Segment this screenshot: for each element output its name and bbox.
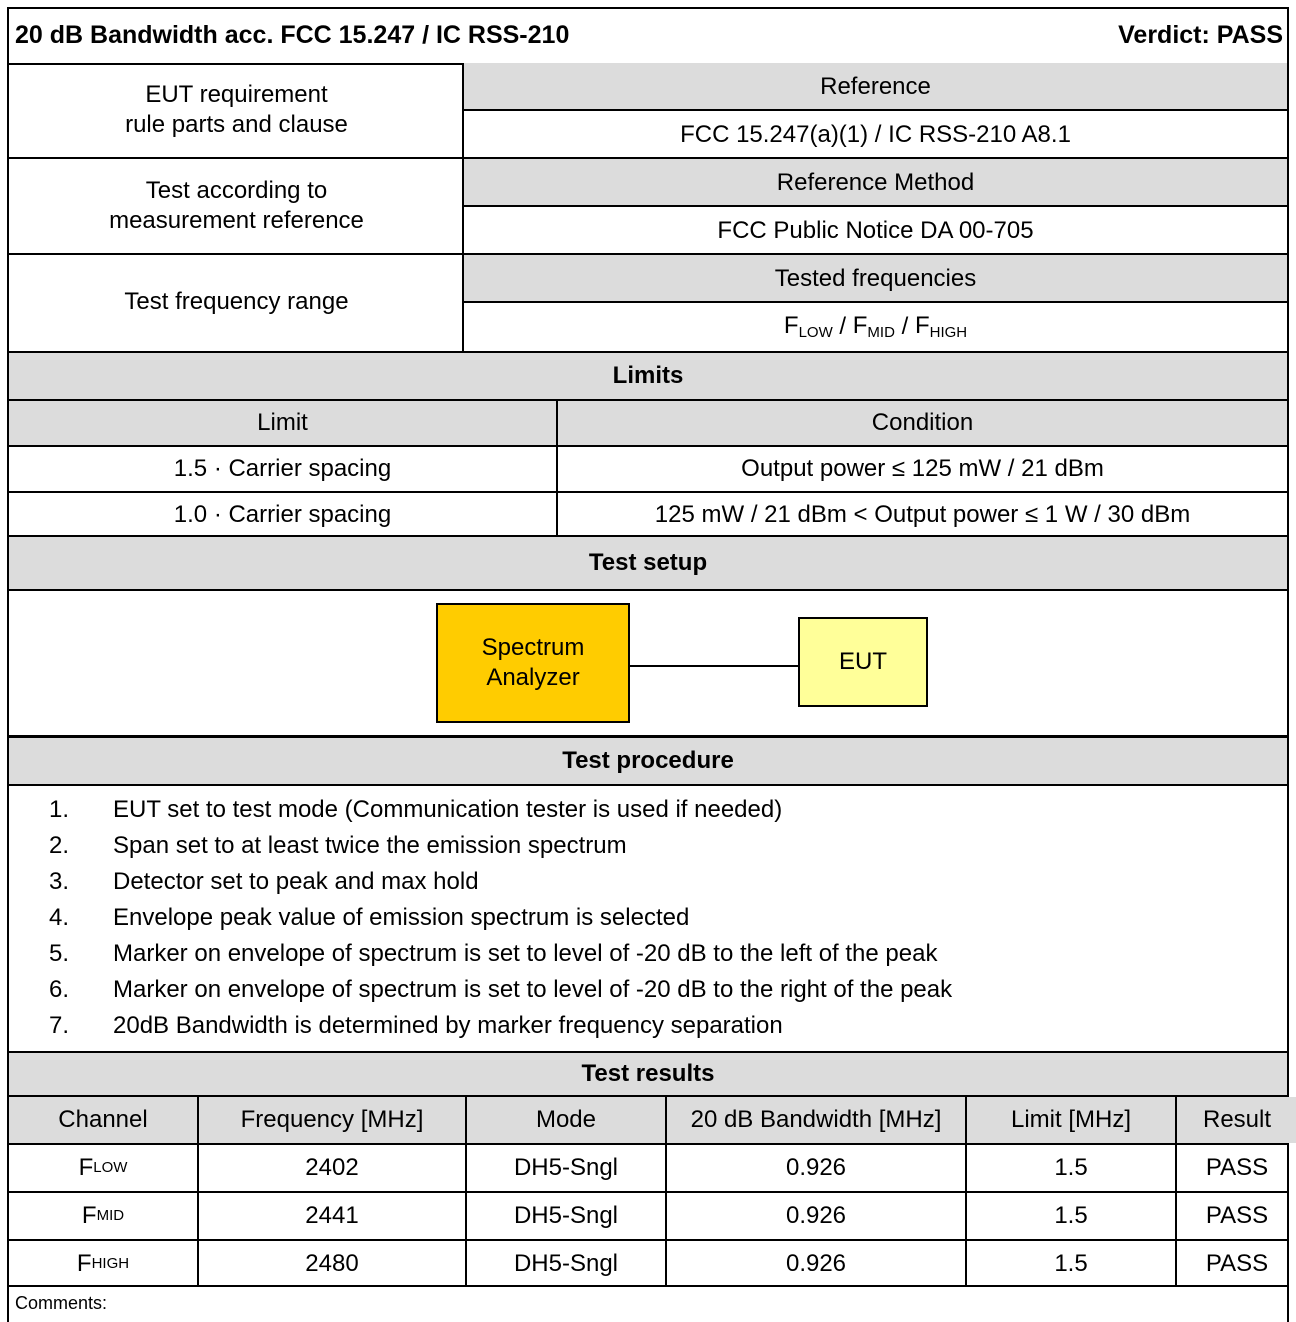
mode-cell: DH5-Sngl: [513, 1250, 619, 1277]
frequency-label: Test frequency range: [124, 288, 349, 315]
procedure-step: 5. Marker on envelope of spectrum is set to level of -20 dB to the left of the peak: [49, 940, 938, 967]
frequency-cell: 2402: [305, 1154, 359, 1181]
limits-title: Limits: [9, 353, 1287, 399]
connection-line: [630, 665, 798, 667]
test-procedure-title: Test procedure: [9, 738, 1287, 784]
reference-method-value: FCC Public Notice DA 00-705: [717, 217, 1034, 244]
result-cell: PASS: [1205, 1154, 1269, 1181]
results-column-header: 20 dB Bandwidth [MHz]: [667, 1097, 965, 1143]
limit-cell: 1.5: [1054, 1154, 1088, 1181]
frequency-cell: 2441: [305, 1202, 359, 1229]
limits-table: [7, 351, 1289, 537]
test-results-table: [7, 1051, 1289, 1287]
frequency-separator: /: [832, 313, 853, 340]
result-cell: PASS: [1205, 1202, 1269, 1229]
method-label: Test according to measurement reference: [109, 177, 364, 234]
procedure-step: 6. Marker on envelope of spectrum is set to level of -20 dB to the right of the peak: [49, 976, 953, 1003]
results-column-header: Limit [MHz]: [967, 1097, 1175, 1143]
results-column-header: Frequency [MHz]: [199, 1097, 465, 1143]
limit-condition: 125 mW / 21 dBm < Output power ≤ 1 W / 30 dBm: [654, 501, 1191, 528]
limit-condition: Output power ≤ 125 mW / 21 dBm: [741, 455, 1104, 482]
results-column-header: Result: [1177, 1097, 1296, 1143]
channel-cell: F LOW: [78, 1154, 128, 1181]
comments-label: Comments:: [15, 1293, 108, 1313]
verdict-label: Verdict: PASS: [1118, 21, 1283, 49]
report-header: [7, 7, 1289, 65]
test-results-title: Test results: [9, 1053, 1287, 1095]
frequency-symbol: $F_{MID}$: [852, 312, 895, 342]
test-setup-title: Test setup: [9, 537, 1287, 589]
comments-box: [7, 1285, 1289, 1322]
limits-col-limit: Limit: [9, 401, 556, 445]
limit-value: 1.5 · Carrier spacing: [173, 455, 392, 482]
limits-col-condition: Condition: [558, 401, 1287, 445]
procedure-step: 1. EUT set to test mode (Communication tester is used if needed): [49, 796, 783, 823]
frequency-symbol: $F_{HIGH}$: [914, 312, 968, 342]
limit-value: 1.0 · Carrier spacing: [173, 501, 392, 528]
requirement-label: EUT requirement rule parts and clause: [125, 81, 348, 138]
reference-header: Reference: [464, 63, 1287, 111]
frequency-symbol: $F_{LOW}$: [783, 312, 833, 342]
procedure-step: 2. Span set to at least twice the emission spectrum: [49, 832, 627, 859]
procedure-step: 4. Envelope peak value of emission spectrum is selected: [49, 904, 690, 931]
channel-cell: F HIGH: [76, 1250, 130, 1277]
limit-cell: 1.5: [1054, 1202, 1088, 1229]
report-title: 20 dB Bandwidth acc. FCC 15.247 / IC RSS-210: [15, 21, 570, 49]
bandwidth-cell: 0.926: [785, 1154, 847, 1181]
requirement-block: [7, 63, 1289, 353]
tested-frequencies-value: [464, 303, 1287, 351]
spectrum-analyzer-block: Spectrum Analyzer: [436, 603, 630, 723]
reference-value: FCC 15.247(a)(1) / IC RSS-210 A8.1: [680, 121, 1071, 148]
procedure-step: 3. Detector set to peak and max hold: [49, 868, 479, 895]
test-procedure-section: [7, 735, 1289, 1055]
mode-cell: DH5-Sngl: [513, 1154, 619, 1181]
tested-frequencies-header: Tested frequencies: [464, 255, 1287, 303]
limit-cell: 1.5: [1054, 1250, 1088, 1277]
results-column-header: Mode: [467, 1097, 665, 1143]
test-setup-section: [7, 535, 1289, 737]
frequency-cell: 2480: [305, 1250, 359, 1277]
reference-method-header: Reference Method: [464, 159, 1287, 207]
procedure-step: 7. 20dB Bandwidth is determined by marker frequency separation: [49, 1012, 783, 1039]
bandwidth-cell: 0.926: [785, 1250, 847, 1277]
eut-block: EUT: [798, 617, 928, 707]
frequency-separator: /: [894, 313, 915, 340]
result-cell: PASS: [1205, 1250, 1269, 1277]
results-column-header: Channel: [9, 1097, 197, 1143]
channel-cell: F MID: [81, 1202, 125, 1229]
mode-cell: DH5-Sngl: [513, 1202, 619, 1229]
bandwidth-cell: 0.926: [785, 1202, 847, 1229]
